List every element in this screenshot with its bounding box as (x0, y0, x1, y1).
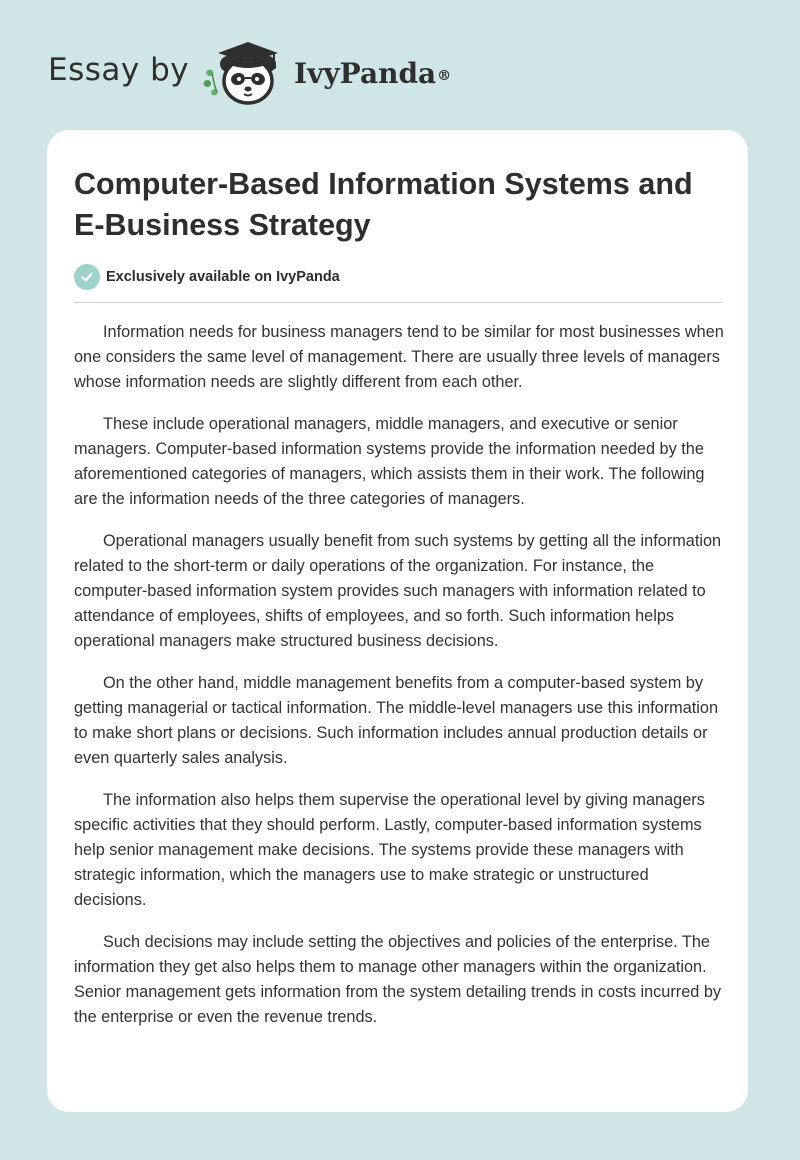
paragraph: Operational managers usually benefit from such systems by getting all the information related to the short-term or daily operations of the organization. For instance, the computer-based information system provides such managers with information related to attendance of employees, shifts of employees, and so forth. Such information helps operational managers make structured business decisions. (74, 532, 722, 650)
panda-graduate-icon[interactable] (200, 34, 292, 108)
essay-card (47, 130, 748, 1112)
paragraph: These include operational managers, middle managers, and executive or senior managers. Computer-based information systems provide the information needed by the aforementioned categories of managers, which assists them in their work. The following are the information needs of the three categories of managers. (74, 415, 705, 508)
exclusive-label: Exclusively available on IvyPanda (106, 269, 340, 285)
site-header (0, 0, 800, 130)
paragraph: The information also helps them supervise the operational level by giving managers specific activities that they should perform. Lastly, computer-based information systems help senior management make decisions. The systems provide these managers with strategic information, which the managers use to make strategic or unstructured decisions. (74, 791, 705, 909)
paragraph: Information needs for business managers tend to be similar for most businesses when one considers the same level of management. There are usually three levels of managers whose information needs are slightly different from each other. (74, 323, 724, 391)
exclusive-badge (74, 263, 340, 291)
brand-name[interactable]: IvyPanda® (294, 57, 452, 90)
registered-mark: ® (437, 68, 452, 84)
essay-by-label: Essay by (48, 52, 190, 88)
essay-title: Computer-Based Information Systems and E-Business Strategy (74, 167, 693, 242)
paragraph: On the other hand, middle management benefits from a computer-based system by getting managerial or tactical information. The middle-level managers use this information to make short plans or decisions. Such information includes annual production details or even quarterly sales analysis. (74, 674, 719, 767)
divider (74, 302, 723, 303)
check-icon (74, 264, 100, 290)
essay-body (74, 320, 724, 1047)
paragraph: Such decisions may include setting the objectives and policies of the enterprise. The information they get also helps them to manage other managers within the organization. Senior management gets information from the system detailing trends in costs incurred by the enterprise or even the revenue trends. (74, 933, 722, 1026)
